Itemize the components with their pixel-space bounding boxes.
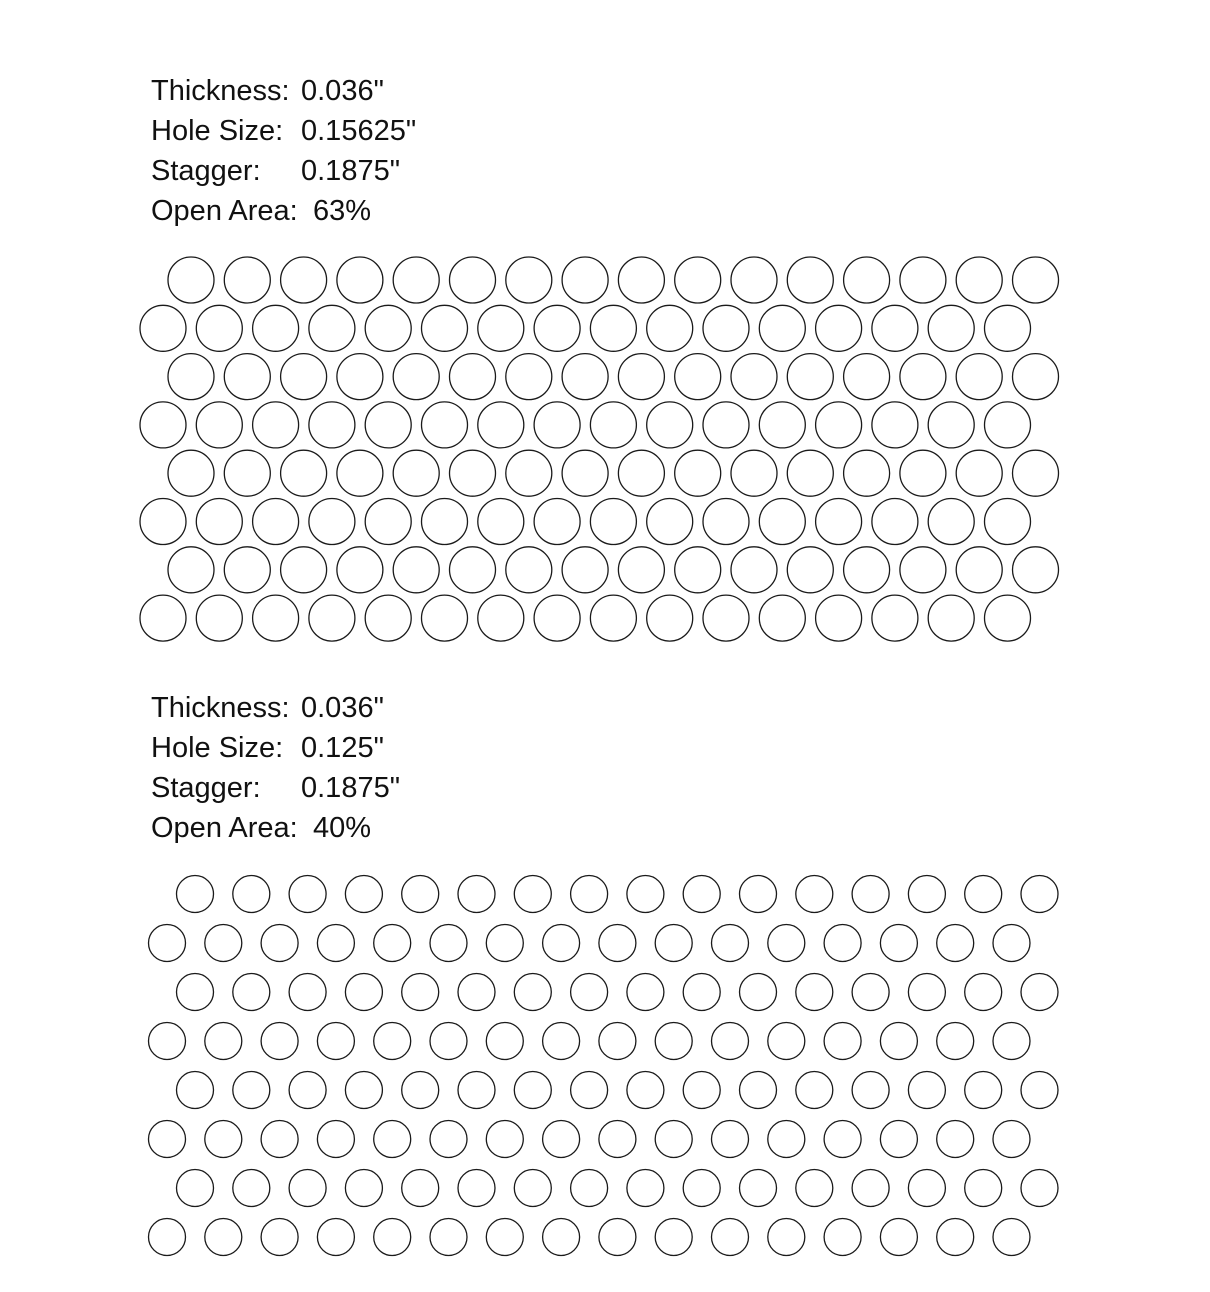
hole (506, 450, 552, 496)
hole (599, 1023, 636, 1060)
hole (422, 305, 468, 351)
hole (478, 499, 524, 545)
hole (1013, 450, 1059, 496)
hole (224, 450, 270, 496)
hole (337, 354, 383, 400)
hole (908, 1072, 945, 1109)
hole (872, 595, 918, 641)
hole (1013, 257, 1059, 303)
hole (816, 305, 862, 351)
hole (824, 1121, 861, 1158)
hole (177, 1072, 214, 1109)
hole (261, 1219, 298, 1256)
hole (768, 1023, 805, 1060)
hole (985, 402, 1031, 448)
spec-value: 0.15625" (301, 115, 417, 147)
hole (937, 1023, 974, 1060)
hole (1021, 1170, 1058, 1207)
hole (993, 925, 1030, 962)
hole (768, 1219, 805, 1256)
spec-label: Open Area: (151, 195, 298, 227)
hole (787, 354, 833, 400)
hole (618, 450, 664, 496)
hole (993, 1023, 1030, 1060)
spec-label: Open Area: (151, 812, 298, 844)
hole (965, 974, 1002, 1011)
hole (647, 305, 693, 351)
hole (393, 354, 439, 400)
hole (759, 402, 805, 448)
hole (740, 1072, 777, 1109)
hole (1013, 354, 1059, 400)
hole (740, 876, 777, 913)
hole (618, 547, 664, 593)
spec-label: Thickness: (151, 692, 290, 724)
hole (956, 354, 1002, 400)
hole (599, 1219, 636, 1256)
hole (205, 925, 242, 962)
hole (374, 1219, 411, 1256)
hole (317, 925, 354, 962)
hole (880, 1121, 917, 1158)
hole (647, 595, 693, 641)
hole (365, 402, 411, 448)
hole (422, 499, 468, 545)
hole (543, 925, 580, 962)
hole (683, 1170, 720, 1207)
hole (618, 257, 664, 303)
hole (590, 499, 636, 545)
hole (731, 547, 777, 593)
hole (985, 305, 1031, 351)
hole (647, 402, 693, 448)
hole (844, 354, 890, 400)
hole (205, 1219, 242, 1256)
hole (458, 1170, 495, 1207)
hole (374, 1121, 411, 1158)
hole (168, 257, 214, 303)
hole (599, 1121, 636, 1158)
spec-value: 0.125" (301, 732, 384, 764)
hole (224, 257, 270, 303)
hole (787, 257, 833, 303)
hole (149, 1023, 186, 1060)
hole (655, 925, 692, 962)
hole (345, 974, 382, 1011)
hole (852, 876, 889, 913)
hole (768, 925, 805, 962)
hole (486, 925, 523, 962)
hole (289, 876, 326, 913)
hole (627, 1072, 664, 1109)
hole (627, 974, 664, 1011)
hole (816, 595, 862, 641)
hole (337, 450, 383, 496)
hole (796, 876, 833, 913)
hole (149, 925, 186, 962)
hole (655, 1121, 692, 1158)
hole (571, 876, 608, 913)
hole (450, 547, 496, 593)
hole (712, 925, 749, 962)
hole (514, 1072, 551, 1109)
hole (937, 1219, 974, 1256)
hole (562, 354, 608, 400)
hole (309, 402, 355, 448)
hole (458, 876, 495, 913)
hole (571, 974, 608, 1011)
hole (627, 876, 664, 913)
hole (168, 547, 214, 593)
hole (880, 925, 917, 962)
hole (478, 305, 524, 351)
hole (289, 1072, 326, 1109)
hole (233, 876, 270, 913)
hole (571, 1170, 608, 1207)
hole (844, 547, 890, 593)
hole (233, 1170, 270, 1207)
hole (731, 450, 777, 496)
hole (759, 305, 805, 351)
hole (816, 402, 862, 448)
hole (345, 876, 382, 913)
hole (872, 499, 918, 545)
hole (590, 305, 636, 351)
hole (177, 1170, 214, 1207)
hole (393, 257, 439, 303)
hole (309, 595, 355, 641)
hole (880, 1023, 917, 1060)
hole (205, 1121, 242, 1158)
hole (928, 305, 974, 351)
hole (458, 1072, 495, 1109)
hole (149, 1219, 186, 1256)
hole (787, 450, 833, 496)
hole (740, 974, 777, 1011)
hole (345, 1170, 382, 1207)
hole (712, 1219, 749, 1256)
hole (900, 547, 946, 593)
hole (562, 450, 608, 496)
hole (824, 1023, 861, 1060)
hole-pattern-2 (0, 868, 1210, 1278)
hole (1013, 547, 1059, 593)
hole (627, 1170, 664, 1207)
hole (168, 450, 214, 496)
hole (900, 354, 946, 400)
hole (703, 499, 749, 545)
hole (618, 354, 664, 400)
hole (233, 1072, 270, 1109)
hole (486, 1023, 523, 1060)
hole (562, 547, 608, 593)
hole (562, 257, 608, 303)
hole (543, 1023, 580, 1060)
hole (430, 1121, 467, 1158)
hole (956, 547, 1002, 593)
hole (852, 1072, 889, 1109)
hole (534, 595, 580, 641)
hole (675, 257, 721, 303)
hole (140, 499, 186, 545)
hole (261, 925, 298, 962)
hole (281, 354, 327, 400)
hole (402, 974, 439, 1011)
hole (514, 876, 551, 913)
hole (196, 499, 242, 545)
hole (655, 1219, 692, 1256)
hole (731, 354, 777, 400)
hole (683, 876, 720, 913)
hole (1021, 974, 1058, 1011)
hole (317, 1121, 354, 1158)
hole (796, 974, 833, 1011)
hole (458, 974, 495, 1011)
hole (281, 450, 327, 496)
hole (965, 1170, 1002, 1207)
hole (281, 257, 327, 303)
hole (345, 1072, 382, 1109)
hole (393, 450, 439, 496)
hole (956, 450, 1002, 496)
spec-label: Stagger: (151, 155, 261, 187)
hole (543, 1121, 580, 1158)
hole (908, 876, 945, 913)
hole (703, 402, 749, 448)
hole (675, 354, 721, 400)
hole (140, 402, 186, 448)
hole (543, 1219, 580, 1256)
hole (937, 925, 974, 962)
hole (506, 354, 552, 400)
hole (937, 1121, 974, 1158)
spec-value: 63% (313, 195, 372, 227)
hole (224, 354, 270, 400)
hole (450, 257, 496, 303)
hole (683, 974, 720, 1011)
hole (844, 450, 890, 496)
hole (534, 402, 580, 448)
hole (365, 305, 411, 351)
hole (224, 547, 270, 593)
hole (1021, 876, 1058, 913)
hole (900, 257, 946, 303)
hole (514, 974, 551, 1011)
hole (880, 1219, 917, 1256)
hole (422, 595, 468, 641)
hole (590, 595, 636, 641)
hole (675, 450, 721, 496)
hole (506, 257, 552, 303)
hole (478, 595, 524, 641)
spec-label: Hole Size: (151, 115, 284, 147)
hole (1021, 1072, 1058, 1109)
hole (374, 925, 411, 962)
hole (908, 1170, 945, 1207)
hole (374, 1023, 411, 1060)
hole (196, 595, 242, 641)
hole (253, 305, 299, 351)
hole (317, 1023, 354, 1060)
hole (844, 257, 890, 303)
spec-label: Hole Size: (151, 732, 284, 764)
hole (928, 499, 974, 545)
hole (852, 1170, 889, 1207)
hole (196, 402, 242, 448)
hole (450, 450, 496, 496)
hole (205, 1023, 242, 1060)
hole (824, 925, 861, 962)
hole (430, 925, 467, 962)
hole-pattern-1 (0, 250, 1210, 660)
hole (787, 547, 833, 593)
hole (985, 499, 1031, 545)
hole (759, 499, 805, 545)
hole (337, 257, 383, 303)
hole (928, 595, 974, 641)
hole (956, 257, 1002, 303)
spec-label: Stagger: (151, 772, 261, 804)
hole (486, 1121, 523, 1158)
hole (450, 354, 496, 400)
hole (908, 974, 945, 1011)
spec-label: Thickness: (151, 75, 290, 107)
hole (393, 547, 439, 593)
hole (402, 1072, 439, 1109)
hole (430, 1219, 467, 1256)
hole (675, 547, 721, 593)
hole (796, 1170, 833, 1207)
spec-value: 0.036" (301, 692, 384, 724)
hole (261, 1023, 298, 1060)
hole (253, 499, 299, 545)
hole (168, 354, 214, 400)
hole (233, 974, 270, 1011)
spec-value: 0.1875" (301, 772, 400, 804)
hole (965, 1072, 1002, 1109)
hole (740, 1170, 777, 1207)
hole (514, 1170, 551, 1207)
hole (993, 1219, 1030, 1256)
spec-value: 0.036" (301, 75, 384, 107)
hole (731, 257, 777, 303)
hole (703, 305, 749, 351)
hole (506, 547, 552, 593)
hole (402, 876, 439, 913)
hole (365, 499, 411, 545)
hole (965, 876, 1002, 913)
hole (712, 1023, 749, 1060)
hole (796, 1072, 833, 1109)
hole (712, 1121, 749, 1158)
hole (872, 402, 918, 448)
hole (253, 595, 299, 641)
hole (309, 499, 355, 545)
hole (402, 1170, 439, 1207)
hole (365, 595, 411, 641)
hole (816, 499, 862, 545)
hole (534, 499, 580, 545)
hole (985, 595, 1031, 641)
hole (872, 305, 918, 351)
hole (683, 1072, 720, 1109)
hole (768, 1121, 805, 1158)
hole (599, 925, 636, 962)
hole (993, 1121, 1030, 1158)
hole (759, 595, 805, 641)
hole (140, 595, 186, 641)
hole (196, 305, 242, 351)
hole (534, 305, 580, 351)
hole (430, 1023, 467, 1060)
spec-value: 0.1875" (301, 155, 400, 187)
hole (422, 402, 468, 448)
hole (177, 876, 214, 913)
hole (900, 450, 946, 496)
hole (289, 974, 326, 1011)
hole (852, 974, 889, 1011)
hole (647, 499, 693, 545)
hole (140, 305, 186, 351)
hole (928, 402, 974, 448)
hole (253, 402, 299, 448)
hole (177, 974, 214, 1011)
hole (309, 305, 355, 351)
hole (281, 547, 327, 593)
hole (571, 1072, 608, 1109)
hole (824, 1219, 861, 1256)
hole (289, 1170, 326, 1207)
hole (590, 402, 636, 448)
hole (703, 595, 749, 641)
hole (486, 1219, 523, 1256)
hole (261, 1121, 298, 1158)
hole (149, 1121, 186, 1158)
hole (337, 547, 383, 593)
hole (478, 402, 524, 448)
hole (655, 1023, 692, 1060)
spec-value: 40% (313, 812, 372, 844)
hole (317, 1219, 354, 1256)
